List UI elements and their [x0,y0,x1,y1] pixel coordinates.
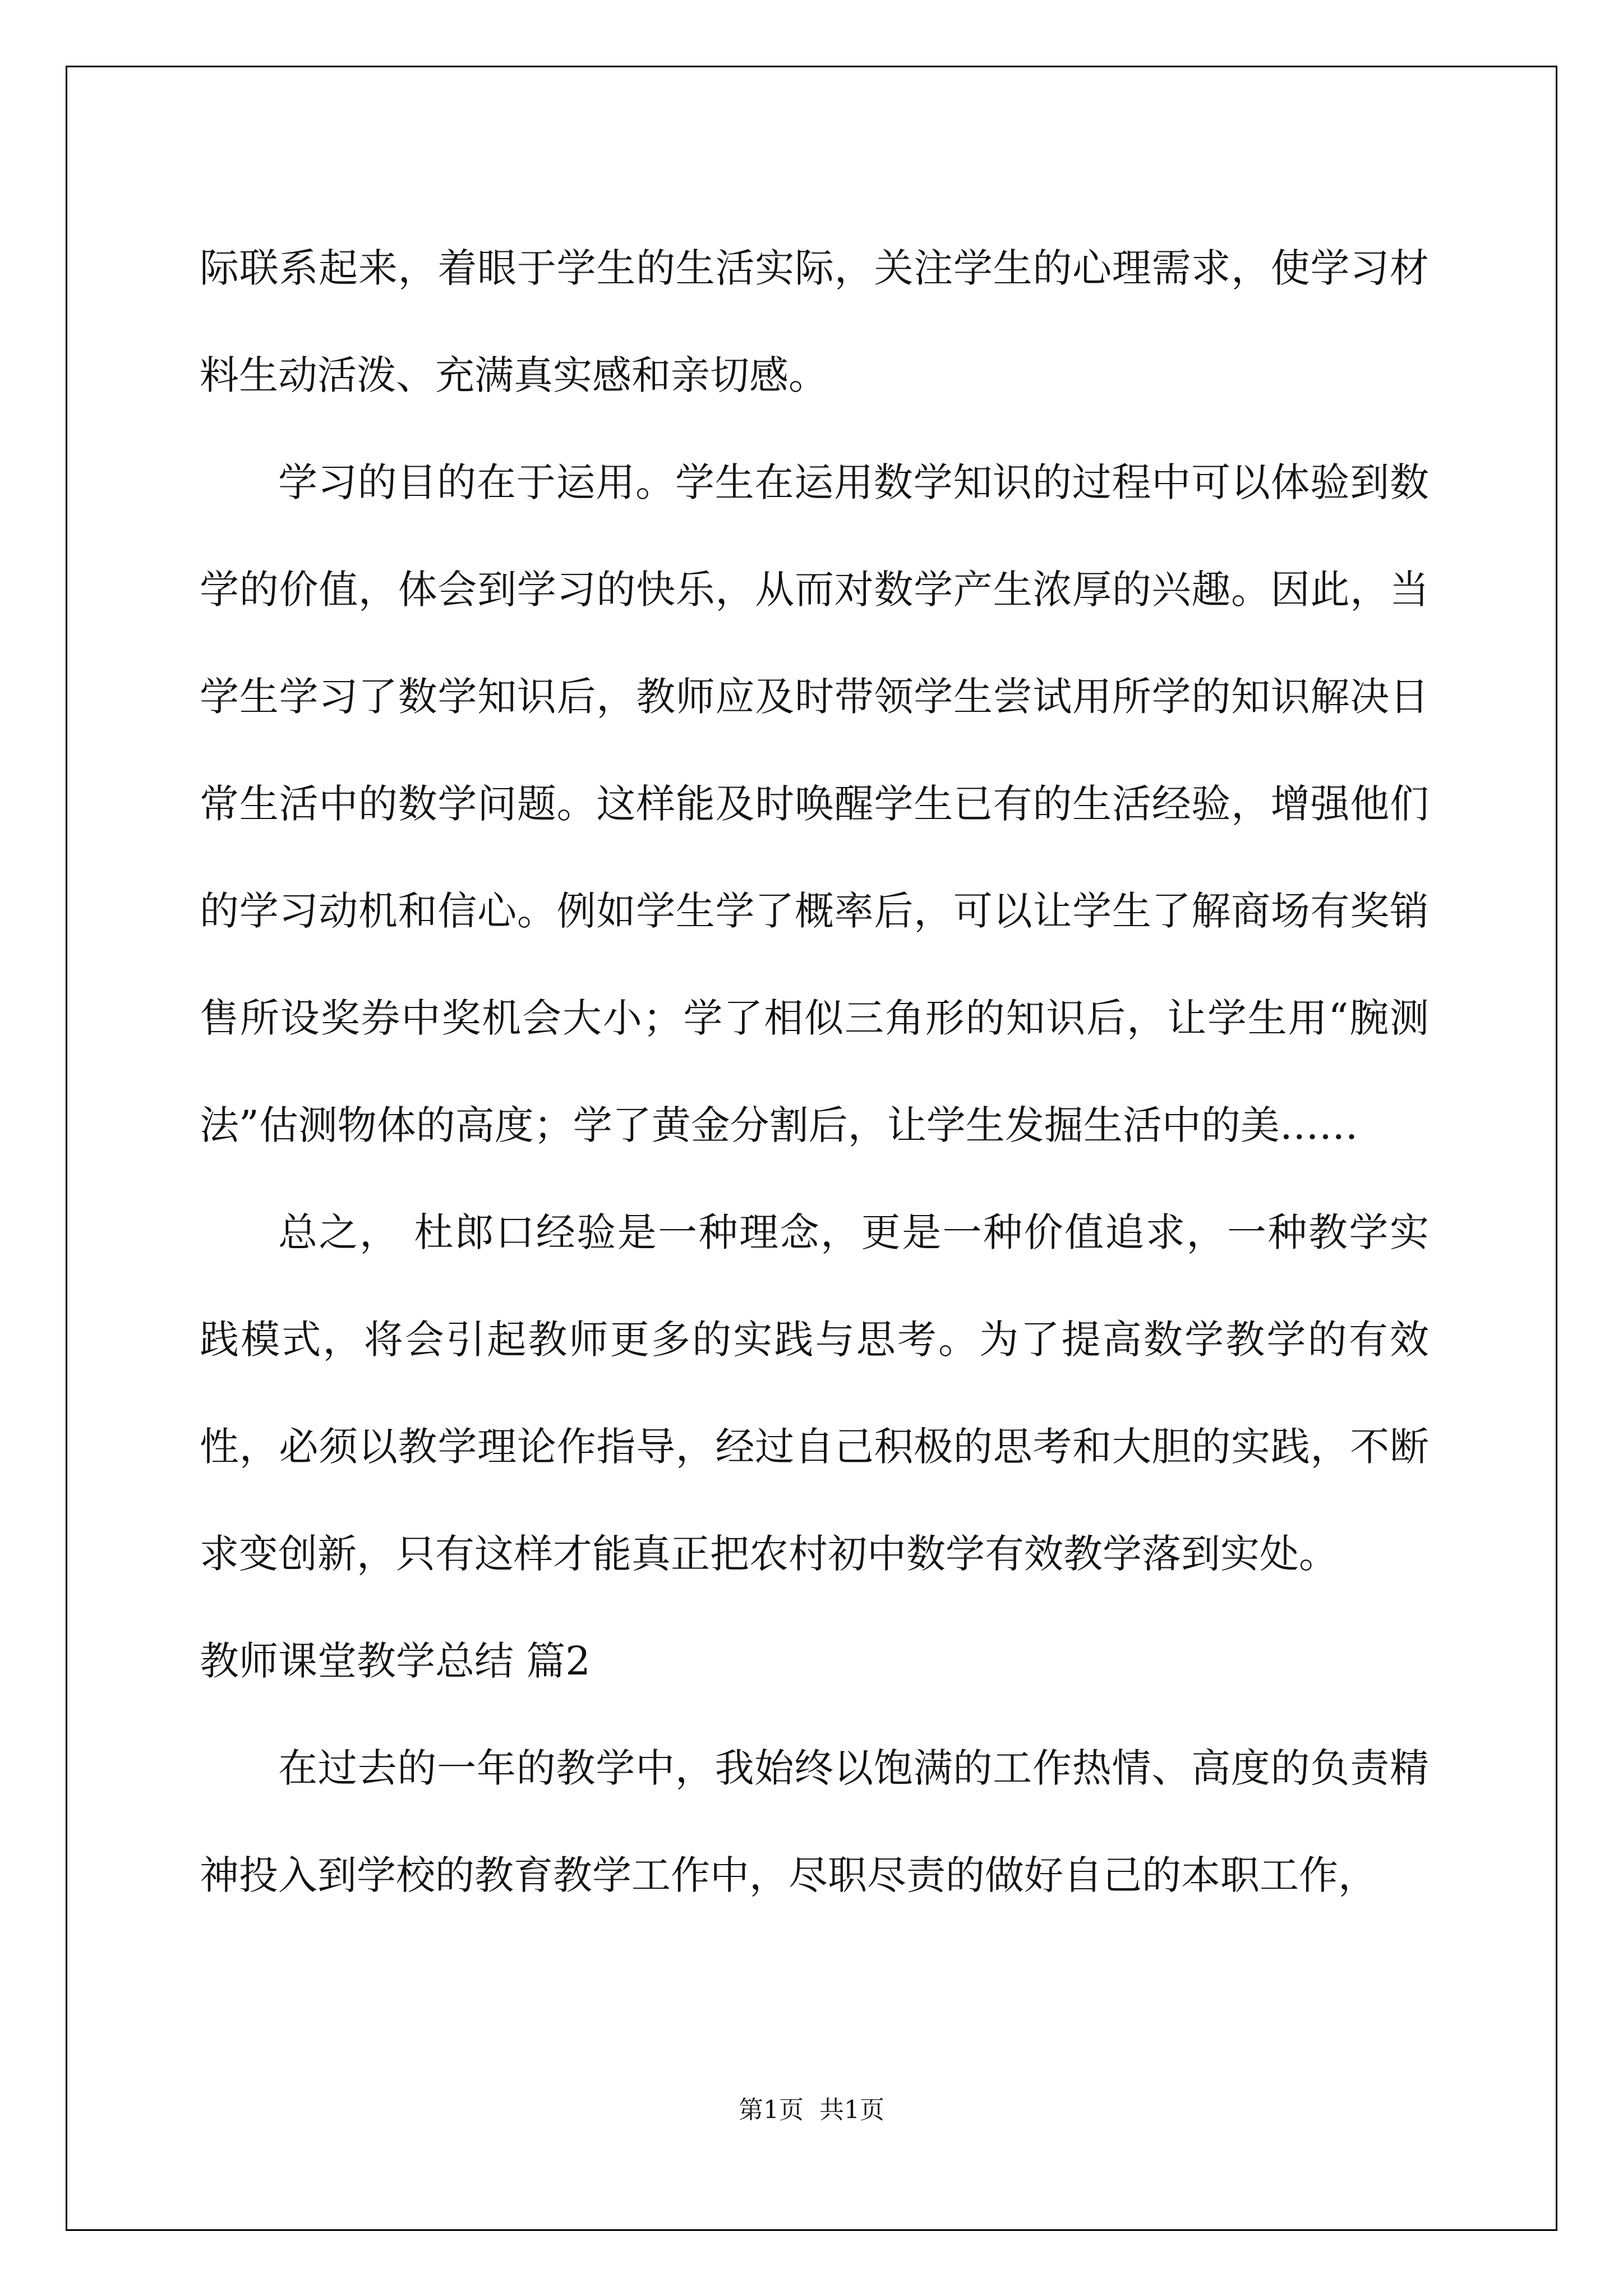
paragraph-1: 际联系起来，着眼于学生的生活实际，关注学生的心理需求，使学习材料生动活泼、充满真实感和亲切感。 [200,245,1429,398]
document-body [200,215,1429,1929]
page-number-label: 第1页 共1页 [739,2096,884,2124]
section-heading: 教师课堂教学总结 篇2 [200,1638,591,1684]
paragraph-3: 总之， 杜郎口经验是一种理念，更是一种价值追求，一种教学实践模式，将会引起教师更多的实践与思考。为了提高数学教学的有效性，必须以教学理论作指导，经过自己积极的思考和大胆的实践，不断求变创新，只有这样才能真正把农村初中数学有效教学落到实处。 [200,1209,1429,1577]
paragraph-4: 在过去的一年的教学中，我始终以饱满的工作热情、高度的负责精神投入到学校的教育教学工作中，尽职尽责的做好自己的本职工作， [200,1745,1429,1898]
page-footer [0,2090,1623,2125]
paragraph-2: 学习的目的在于运用。学生在运用数学知识的过程中可以体验到数学的价值，体会到学习的快乐，从而对数学产生浓厚的兴趣。因此，当学生学习了数学知识后，教师应及时带领学生尝试用所学的知识解决日常生活中的数学问题。这样能及时唤醒学生已有的生活经验，增强他们的学习动机和信心。例如学生学了概率后，可以让学生了解商场有奖销售所设奖券中奖机会大小；学了相似三角形的知识后，让学生用“腕测法”估测物体的高度；学了黄金分割后，让学生发掘生活中的美…… [200,459,1429,1148]
